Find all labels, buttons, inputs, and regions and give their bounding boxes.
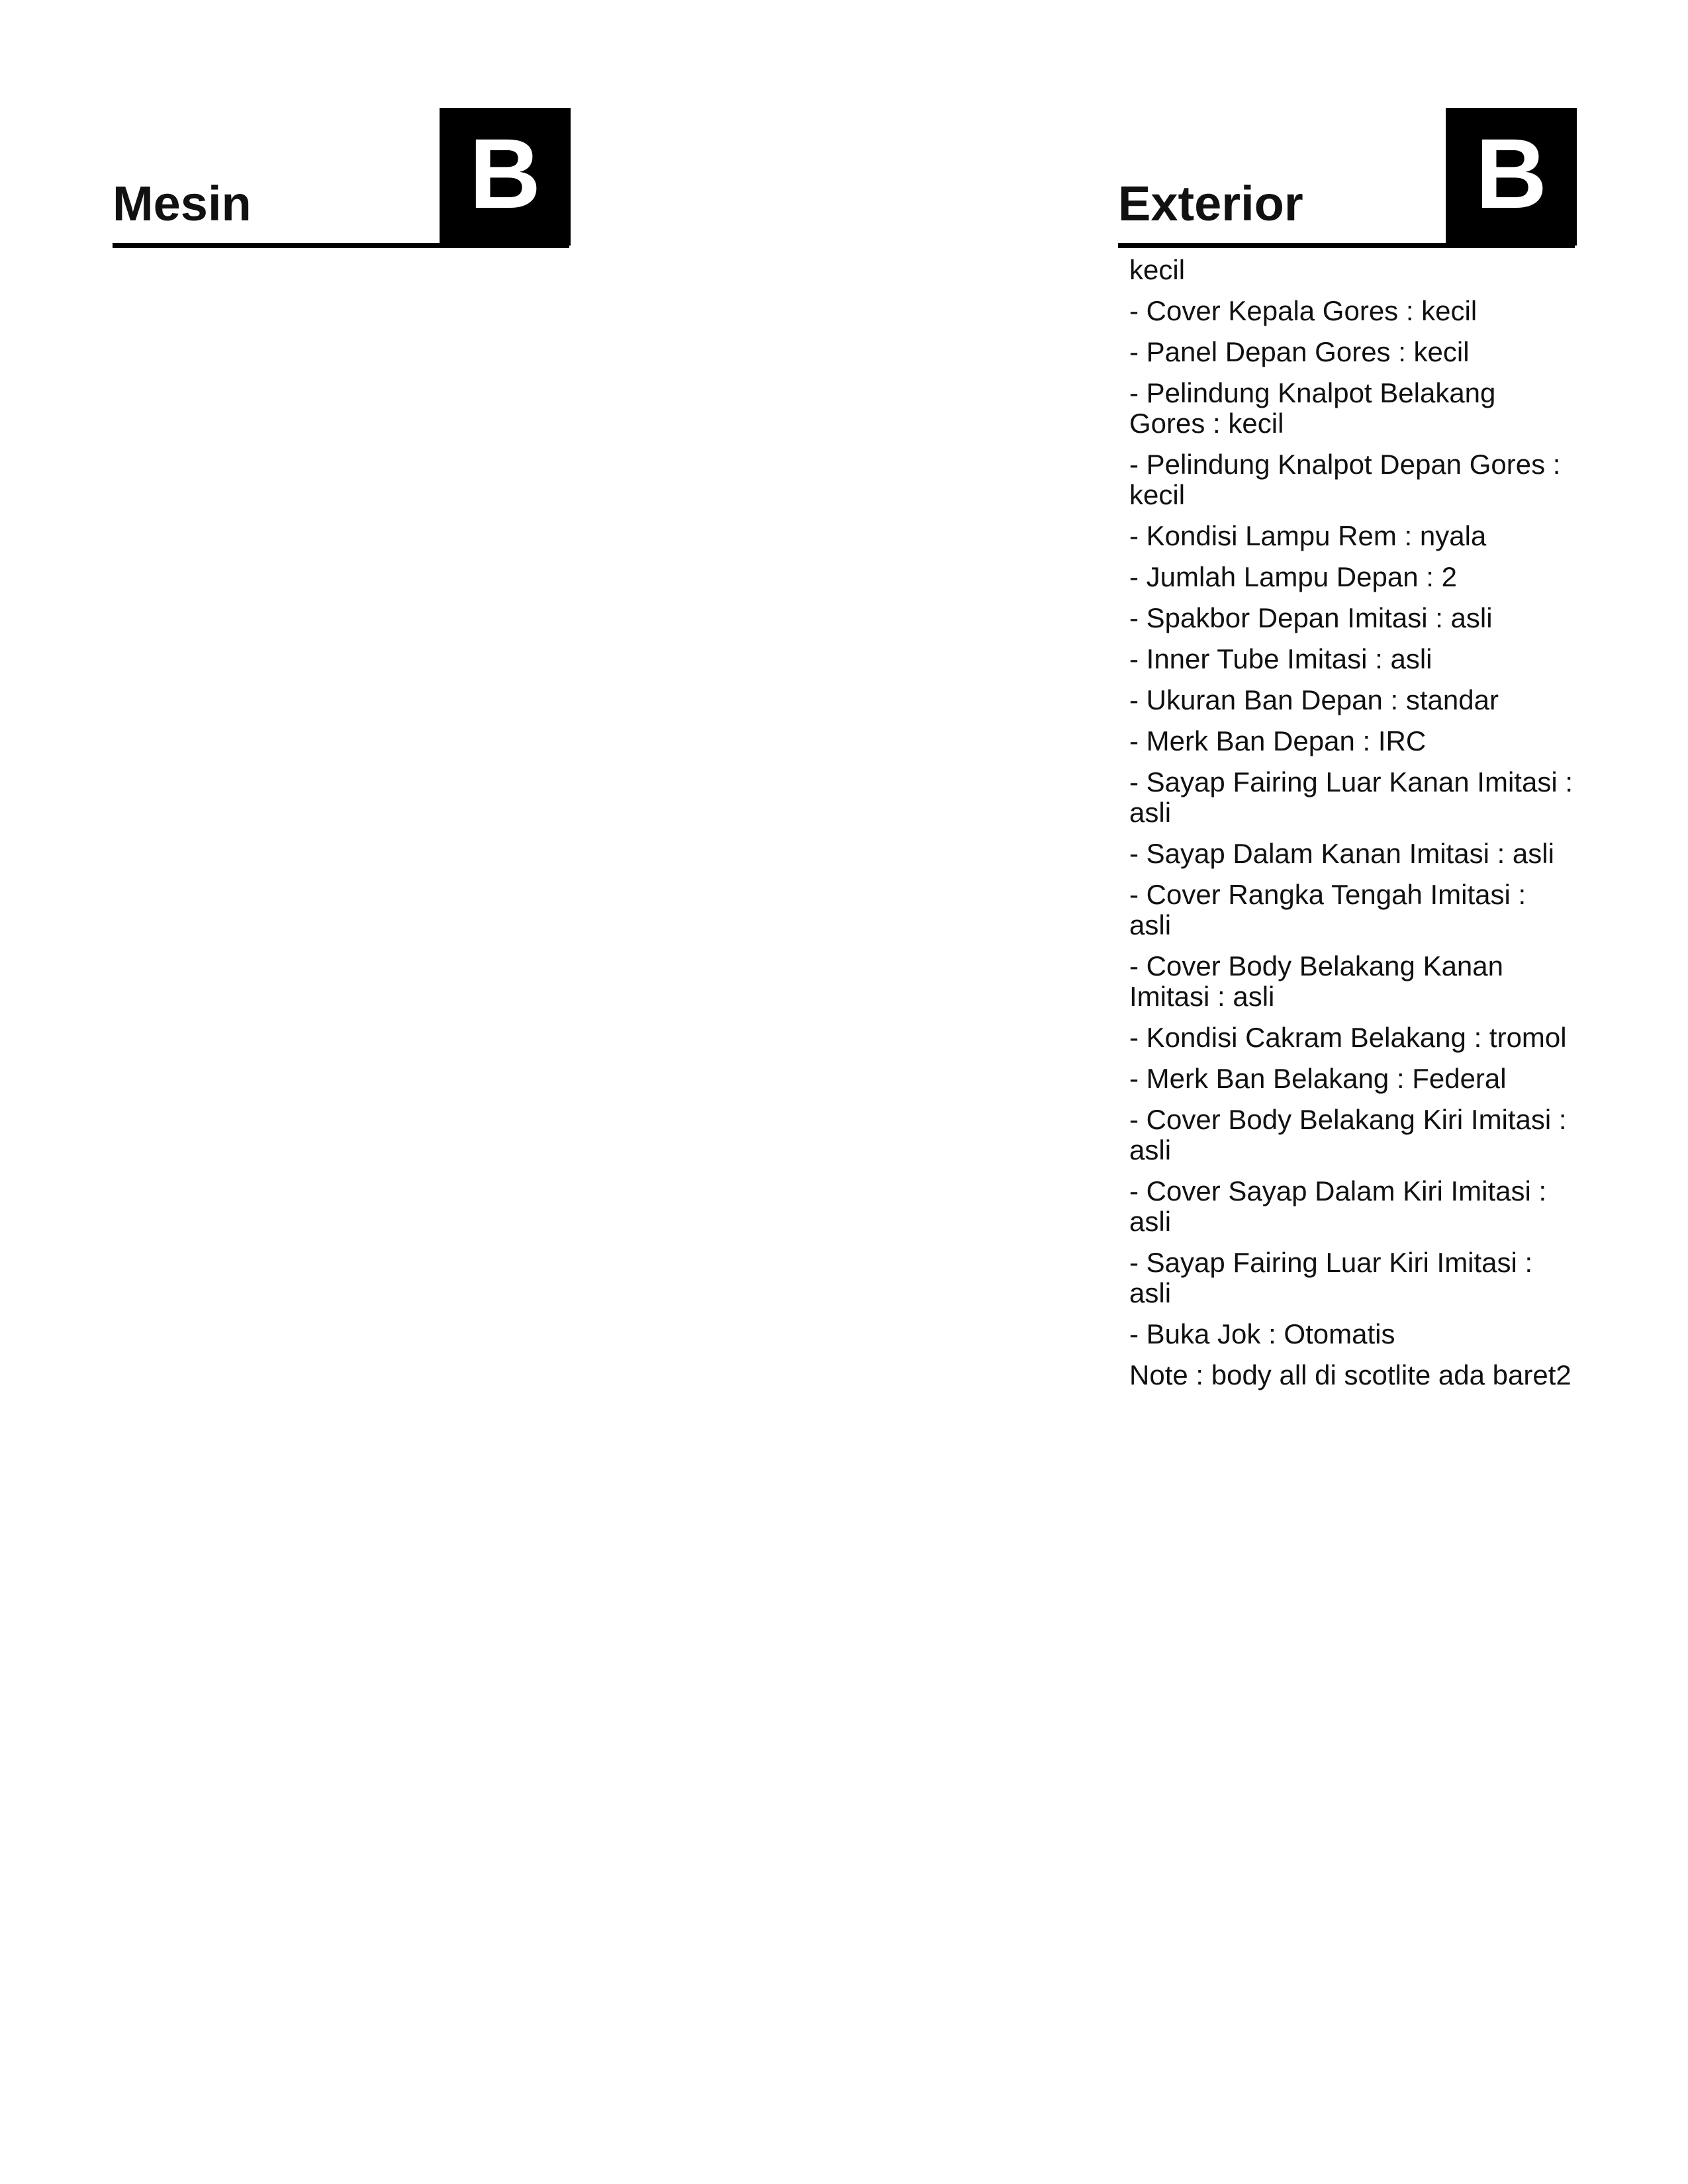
list-item: - Merk Ban Depan : IRC	[1129, 725, 1427, 756]
list-item: - Cover Body Belakang Kiri Imitasi : asli	[1129, 1104, 1567, 1165]
mesin-divider	[113, 243, 569, 248]
list-item: kecil	[1129, 254, 1186, 285]
list-item: - Cover Body Belakang Kanan Imitasi : asli	[1129, 950, 1504, 1012]
exterior-title: Exterior	[1118, 176, 1303, 231]
list-item: - Jumlah Lampu Depan : 2	[1129, 561, 1457, 592]
exterior-grade-badge: B	[1446, 108, 1577, 246]
mesin-section-header	[113, 108, 569, 248]
list-item: - Pelindung Knalpot Belakang Gores : kecil	[1129, 377, 1496, 439]
exterior-section-header	[1118, 108, 1575, 248]
list-item: - Ukuran Ban Depan : standar	[1129, 684, 1499, 715]
list-item: - Inner Tube Imitasi : asli	[1129, 643, 1432, 674]
exterior-note: Note : body all di scotlite ada baret2	[1129, 1359, 1571, 1390]
list-item: - Kondisi Cakram Belakang : tromol	[1129, 1022, 1567, 1053]
list-item: - Cover Rangka Tengah Imitasi : asli	[1129, 879, 1526, 940]
mesin-grade-badge: B	[440, 108, 571, 246]
list-item: - Panel Depan Gores : kecil	[1129, 336, 1470, 367]
mesin-title: Mesin	[113, 176, 252, 231]
list-item: - Buka Jok : Otomatis	[1129, 1318, 1395, 1349]
exterior-divider	[1118, 243, 1575, 248]
list-item: - Sayap Fairing Luar Kiri Imitasi : asli	[1129, 1247, 1533, 1308]
list-item: - Sayap Dalam Kanan Imitasi : asli	[1129, 838, 1554, 869]
list-item: - Cover Sayap Dalam Kiri Imitasi : asli	[1129, 1175, 1547, 1237]
list-item: - Pelindung Knalpot Depan Gores : kecil	[1129, 449, 1561, 510]
list-item: - Cover Kepala Gores : kecil	[1129, 295, 1477, 326]
list-item: - Spakbor Depan Imitasi : asli	[1129, 602, 1493, 633]
list-item: - Sayap Fairing Luar Kanan Imitasi : asli	[1129, 766, 1573, 828]
list-item: - Merk Ban Belakang : Federal	[1129, 1063, 1507, 1094]
exterior-inspection-list	[1129, 255, 1573, 1401]
list-item: - Kondisi Lampu Rem : nyala	[1129, 520, 1487, 551]
